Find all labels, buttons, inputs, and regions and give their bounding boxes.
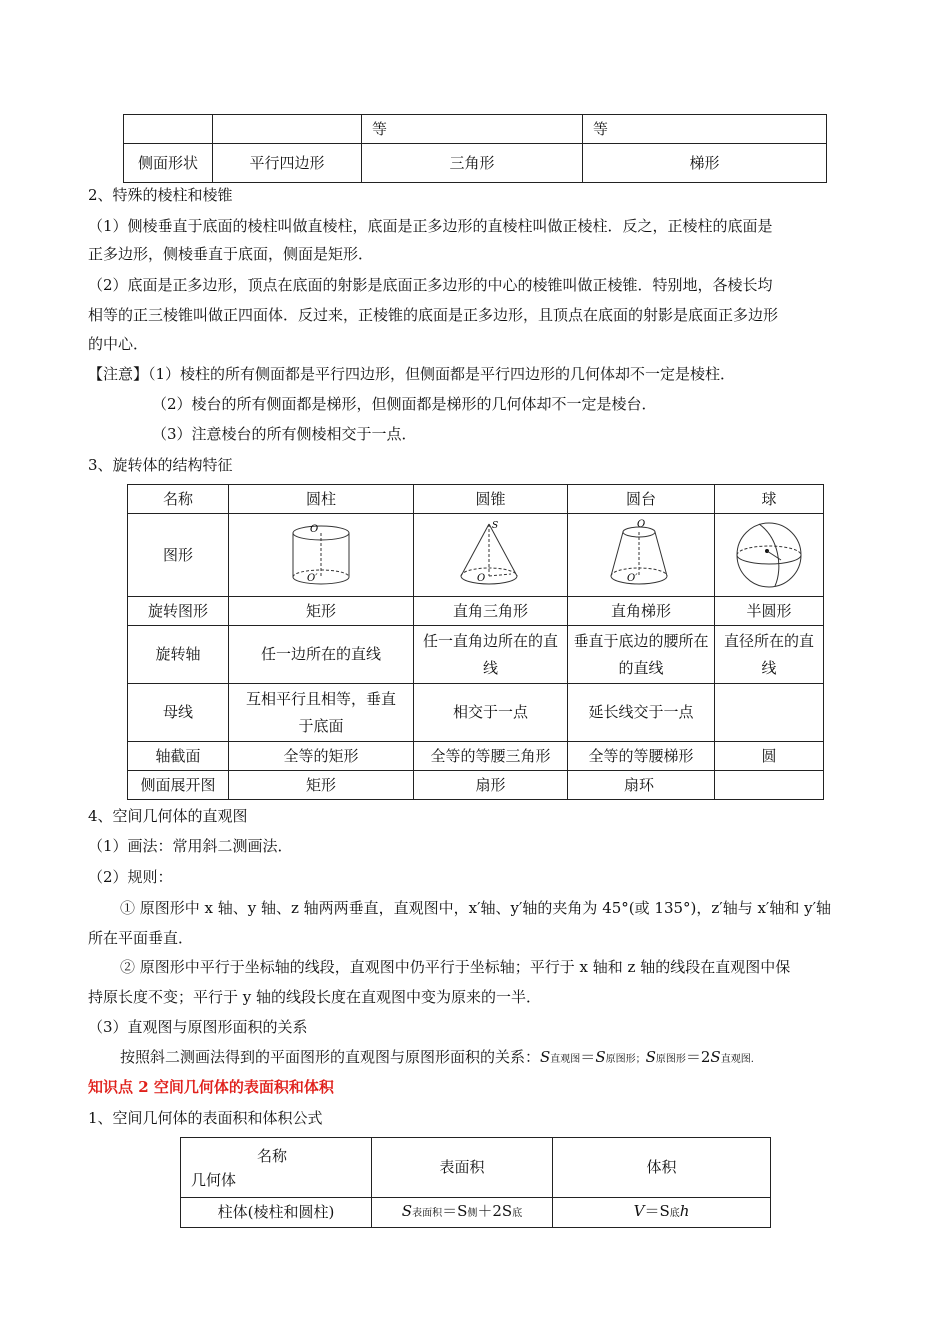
paragraph-line: 持原长度不变；平行于 y 轴的线段长度在直观图中变为原来的一半．: [88, 988, 542, 1006]
table-cell: 全等的等腰梯形: [568, 742, 715, 771]
paragraph-line: （3）直观图与原图形面积的关系: [88, 1018, 308, 1036]
section-heading: 2、特殊的棱柱和棱锥: [88, 186, 233, 204]
formula-subscript: 直观图: [720, 1054, 751, 1065]
formula-operator: ＝2: [685, 1048, 711, 1066]
table-header-cell: 体积: [553, 1138, 771, 1198]
formula-operator: ＋2S: [477, 1202, 513, 1220]
table-cell: [213, 115, 362, 144]
table-cell: 旋转图形: [128, 597, 229, 626]
table-cell: 旋转轴: [128, 626, 229, 684]
table-cell: 任一边所在的直线: [229, 626, 414, 684]
formula-subscript: 直观图: [550, 1054, 581, 1065]
header-name: 名称: [257, 1146, 288, 1165]
formula-symbol: V: [633, 1202, 645, 1220]
table-row: [128, 485, 824, 514]
table-cell: 轴截面: [128, 742, 229, 771]
frustum-figure: [601, 518, 681, 592]
formula-end: .: [750, 1054, 754, 1065]
polyhedron-table-continued: [123, 114, 827, 183]
label-o: O: [310, 524, 319, 535]
label-o: O: [637, 519, 646, 530]
volume-formula-cell: [553, 1198, 771, 1228]
table-cell: [715, 771, 824, 800]
diagonal-header-cell: [181, 1138, 372, 1198]
table-row: [128, 626, 824, 684]
formula-symbol: S: [710, 1048, 721, 1066]
cylinder-figure-cell: [229, 514, 414, 597]
cylinder-figure: [281, 519, 361, 591]
area-relation-line: [120, 1047, 900, 1070]
paragraph-line: 正多边形，侧棱垂直于底面，侧面是矩形．: [88, 245, 374, 263]
formula-symbol: S: [645, 1048, 656, 1066]
table-cell: 任一直角边所在的直线: [414, 626, 568, 684]
table-cell: 扇环: [568, 771, 715, 800]
formula-subscript: 表面积: [412, 1208, 443, 1219]
label-o: O: [476, 573, 485, 584]
table-cell: 梯形: [583, 144, 827, 183]
table-row: [128, 742, 824, 771]
formula-symbol: S: [540, 1048, 551, 1066]
table-cell: 直径所在的直线: [715, 626, 824, 684]
table-cell: 三角形: [362, 144, 583, 183]
table-row: [128, 684, 824, 742]
table-cell: 相交于一点: [414, 684, 568, 742]
label-s: S: [491, 521, 498, 531]
table-cell: 圆: [715, 742, 824, 771]
formula-subscript: 原图形: [605, 1054, 636, 1065]
formula-operator: ＝S: [442, 1202, 468, 1220]
table-row: [128, 771, 824, 800]
table-row: [124, 144, 827, 183]
label-o-prime: O′: [307, 573, 318, 584]
table-row: [128, 514, 824, 597]
note-line: （3）注意棱台的所有侧棱相交于一点．: [152, 425, 417, 443]
frustum-figure-cell: [568, 514, 715, 597]
formula-operator: ＝S: [644, 1202, 670, 1220]
table-cell: 矩形: [229, 597, 414, 626]
formula-subscript: 底: [669, 1208, 680, 1219]
formula-separator: ；: [635, 1054, 646, 1065]
table-cell: 侧面展开图: [128, 771, 229, 800]
section-heading: 4、空间几何体的直观图: [88, 807, 248, 825]
formula-operator: ＝: [580, 1048, 596, 1066]
table-row: [181, 1138, 771, 1198]
section-heading: 3、旋转体的结构特征: [88, 456, 233, 474]
table-header-cell: 圆锥: [414, 485, 568, 514]
table-cell: 等: [362, 115, 583, 144]
section-heading: 1、空间几何体的表面积和体积公式: [88, 1109, 323, 1127]
label-o-prime: O′: [627, 573, 638, 584]
paragraph-line: ① 原图形中 x 轴、y 轴、z 轴两两垂直，直观图中，x′轴、y′轴的夹角为 45°(或 135°)，z′轴与 x′轴和 y′轴: [120, 899, 831, 917]
formula-symbol: S: [595, 1048, 606, 1066]
cone-figure: [451, 518, 531, 592]
area-volume-table: [180, 1137, 771, 1228]
paragraph-line: （1）侧棱垂直于底面的棱柱叫做直棱柱，底面是正多边形的直棱柱叫做正棱柱．反之，正棱柱的底面是: [88, 217, 773, 235]
table-cell: 延长线交于一点: [568, 684, 715, 742]
sphere-figure: [729, 518, 809, 592]
paragraph-line: （2）底面是正多边形，顶点在底面的射影是底面正多边形的中心的棱锥叫做正棱锥．特别地，各棱长均: [88, 276, 773, 294]
note-line: （2）棱台的所有侧面都是梯形，但侧面都是梯形的几何体却不一定是棱台．: [152, 395, 657, 413]
table-cell: 矩形: [229, 771, 414, 800]
table-cell: 全等的等腰三角形: [414, 742, 568, 771]
table-row: [124, 115, 827, 144]
table-cell: 平行四边形: [213, 144, 362, 183]
table-cell: 全等的矩形: [229, 742, 414, 771]
surface-area-formula-cell: [372, 1198, 553, 1228]
solids-of-revolution-table: [127, 484, 824, 800]
table-cell: 半圆形: [715, 597, 824, 626]
table-row: [181, 1198, 771, 1228]
table-cell: 侧面形状: [124, 144, 213, 183]
table-header-cell: 名称: [128, 485, 229, 514]
paragraph-line: 相等的正三棱锥叫做正四面体．反过来，正棱锥的底面是正多边形，且顶点在底面的射影是底面正多边形: [88, 306, 779, 324]
table-cell: [124, 115, 213, 144]
formula-subscript: 侧: [467, 1208, 478, 1219]
paragraph-line: 的中心．: [88, 335, 149, 353]
formula-subscript: 原图形: [655, 1054, 686, 1065]
formula-symbol: h: [679, 1202, 690, 1220]
table-cell: 柱体(棱柱和圆柱): [181, 1198, 372, 1228]
table-cell: 垂直于底边的腰所在的直线: [568, 626, 715, 684]
note-line: 【注意】（1）棱柱的所有侧面都是平行四边形，但侧面都是平行四边形的几何体却不一定是棱柱．: [88, 365, 736, 383]
formula-symbol: S: [401, 1202, 413, 1220]
table-cell: 互相平行且相等，垂直于底面: [229, 684, 414, 742]
table-cell: 等: [583, 115, 827, 144]
table-header-cell: 圆台: [568, 485, 715, 514]
paragraph-line: （2）规则：: [88, 868, 173, 886]
table-cell: 直角梯形: [568, 597, 715, 626]
formula-subscript: 底: [512, 1208, 523, 1219]
table-header-cell: 圆柱: [229, 485, 414, 514]
cone-figure-cell: [414, 514, 568, 597]
table-header-cell: 球: [715, 485, 824, 514]
table-cell: 直角三角形: [414, 597, 568, 626]
paragraph-line: ② 原图形中平行于坐标轴的线段，直观图中仍平行于坐标轴；平行于 x 轴和 z 轴的线段在直观图中保: [120, 958, 791, 976]
area-relation-text: 按照斜二测画法得到的平面图形的直观图与原图形面积的关系：: [120, 1048, 541, 1066]
table-row: [128, 597, 824, 626]
table-cell: 图形: [128, 514, 229, 597]
table-cell: 母线: [128, 684, 229, 742]
paragraph-line: 所在平面垂直．: [88, 929, 194, 947]
table-header-cell: 表面积: [372, 1138, 553, 1198]
table-cell: 扇形: [414, 771, 568, 800]
table-cell: [715, 684, 824, 742]
header-geometry: 几何体: [191, 1170, 237, 1189]
paragraph-line: （1）画法：常用斜二测画法．: [88, 837, 293, 855]
sphere-figure-cell: [715, 514, 824, 597]
knowledge-point-title: 知识点 2 空间几何体的表面积和体积: [88, 1078, 334, 1096]
